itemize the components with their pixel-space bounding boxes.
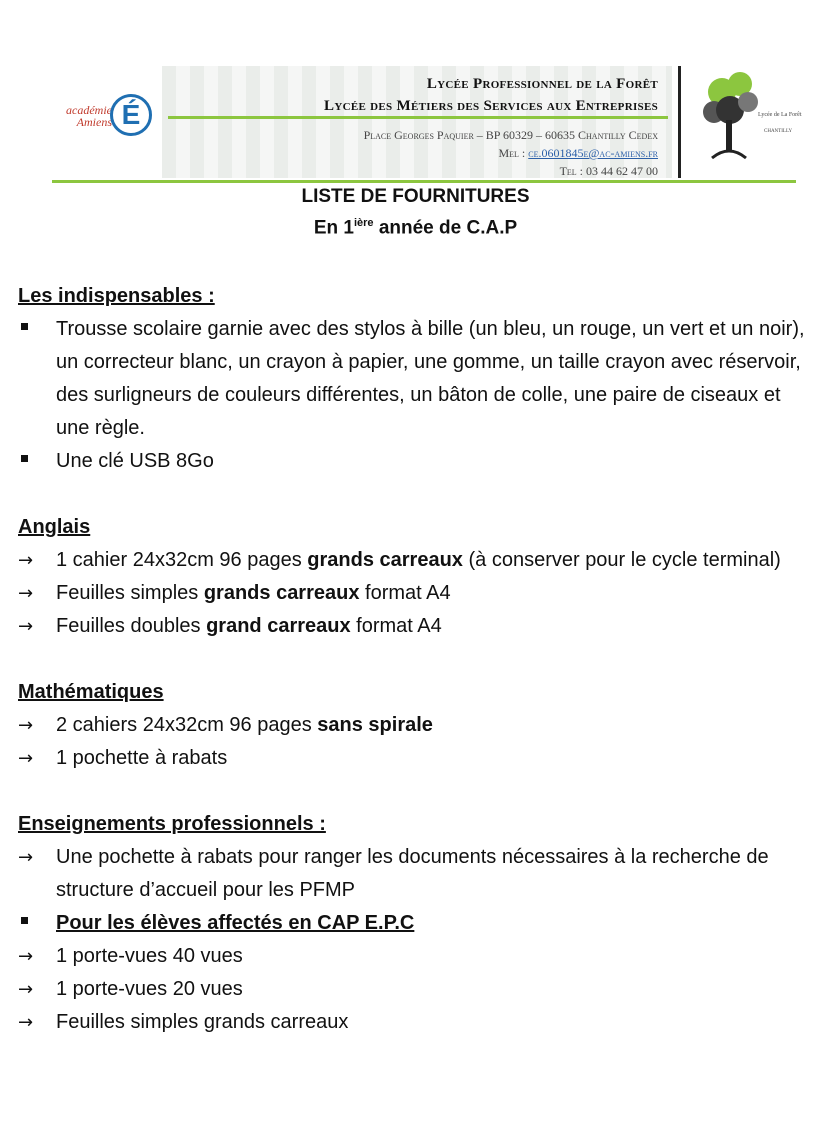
school-name: Lycée Professionnel de la Forêt bbox=[426, 76, 658, 92]
list-item: → 1 pochette à rabats bbox=[18, 742, 808, 775]
list-item: → Une pochette à rabats pour ranger les documents nécessaires à la recherche de structure d’accueil pour les PFMP bbox=[18, 841, 808, 907]
list-item: → Feuilles simples grands carreaux bbox=[18, 1006, 808, 1039]
academie-amiens-logo bbox=[60, 92, 150, 152]
tree-logo-text2: CHANTILLY bbox=[764, 129, 793, 134]
arrow-icon: → bbox=[18, 583, 34, 604]
list-item: → 1 cahier 24x32cm 96 pages grands carreaux (à conserver pour le cycle terminal) bbox=[18, 544, 808, 577]
section-heading-maths: Mathématiques bbox=[18, 681, 164, 703]
school-phone: Tel : 03 44 62 47 00 bbox=[559, 164, 658, 178]
arrow-icon: → bbox=[18, 748, 34, 769]
school-email: Mel : ce.0601845e@ac-amiens.fr bbox=[498, 146, 658, 160]
list-item: Une clé USB 8Go bbox=[18, 445, 808, 478]
arrow-icon: → bbox=[18, 847, 34, 868]
section-heading-anglais: Anglais bbox=[18, 516, 91, 538]
banner-accent-line bbox=[168, 116, 668, 119]
academie-text: académie Amiens bbox=[66, 103, 112, 129]
email-link[interactable]: ce.0601845e@ac-amiens.fr bbox=[528, 146, 658, 160]
bullet-square-icon bbox=[21, 917, 28, 924]
list-item: → 1 porte-vues 20 vues bbox=[18, 973, 808, 1006]
arrow-icon: → bbox=[18, 616, 34, 637]
list-item: Pour les élèves affectés en CAP E.P.C bbox=[18, 907, 808, 940]
arrow-icon: → bbox=[18, 715, 34, 736]
arrow-icon: → bbox=[18, 979, 34, 1000]
list-item: → Feuilles simples grands carreaux format A4 bbox=[18, 577, 808, 610]
list-item: → 2 cahiers 24x32cm 96 pages sans spirale bbox=[18, 709, 808, 742]
arrow-icon: → bbox=[18, 1012, 34, 1033]
arrow-icon: → bbox=[18, 946, 34, 967]
supply-list bbox=[18, 280, 808, 1039]
header-rule bbox=[52, 180, 796, 183]
document-subtitle: En $1^{ière}$ année de C.A.P bbox=[313, 217, 518, 239]
bullet-square-icon bbox=[21, 323, 28, 330]
tree-logo-text1: Lycée de La Forêt bbox=[758, 112, 802, 118]
tree-logo-icon bbox=[692, 70, 802, 170]
school-banner bbox=[162, 66, 672, 178]
arrow-icon: → bbox=[18, 550, 34, 571]
list-item: → 1 porte-vues 40 vues bbox=[18, 940, 808, 973]
document-title: LISTE DE FOURNITURES bbox=[301, 186, 530, 207]
bullet-square-icon bbox=[21, 455, 28, 462]
list-item: → Feuilles doubles grand carreaux format A4 bbox=[18, 610, 808, 643]
section-heading-indispensables: Les indispensables : bbox=[18, 285, 215, 307]
school-subtitle: Lycée des Métiers des Services aux Entreprises bbox=[324, 98, 658, 114]
academie-e-icon: É bbox=[110, 94, 152, 136]
section-heading-pro: Enseignements professionnels : bbox=[18, 813, 326, 835]
letterhead bbox=[52, 62, 802, 182]
school-address: Place Georges Paquier – BP 60329 – 60635 Chantilly Cedex bbox=[363, 128, 658, 142]
list-item: Trousse scolaire garnie avec des stylos à bille (un bleu, un rouge, un vert et un noir), un correcteur blanc, un crayon à papier, une gomme, un taille crayon avec réservoir, des surligneurs de couleurs différentes, un bâton de colle, une paire de ciseaux et une règle. bbox=[18, 313, 808, 445]
header-divider bbox=[678, 66, 681, 178]
